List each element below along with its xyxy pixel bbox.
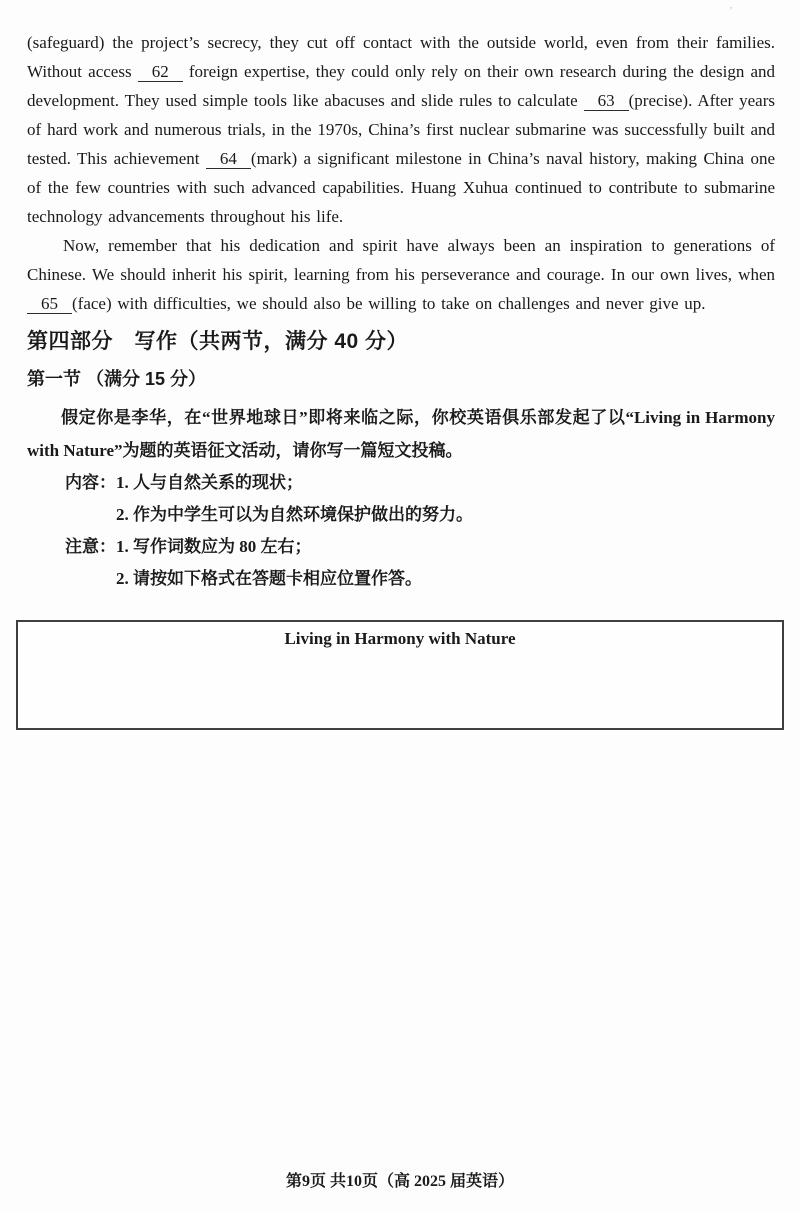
notes-clause — [27, 531, 775, 595]
page-footer: 第9页 共10页（高 2025 届英语） — [285, 1173, 514, 1190]
scan-artifact-mark: ʹ — [730, 5, 733, 17]
passage-text: Now, remember that his dedication and spirit have always been an inspiration to generations of Chinese. We should inherit his spirit, learning from his perseverance and courage. In our own lives, when — [27, 236, 775, 284]
content-item-2: 2. 作为中学生可以为自然环境保护做出的努力。 — [116, 505, 473, 524]
cloze-paragraph-2 — [27, 231, 775, 318]
cloze-paragraph-1 — [27, 28, 775, 231]
blank-64: 64 — [206, 149, 251, 169]
blank-63: 63 — [584, 91, 629, 111]
section-one-heading: 第一节 （满分 15 分） — [27, 369, 207, 389]
notes-label: 注意： — [65, 537, 116, 556]
content-label: 内容： — [65, 473, 116, 492]
blank-62: 62 — [138, 62, 183, 82]
notes-items — [116, 531, 775, 595]
part-four-heading: 第四部分 写作（共两节，满分 40 分） — [27, 330, 409, 353]
passage-text: (safeguard) the project’s secrecy, they cut off contact with the outside world, even from their families. Without access — [27, 33, 775, 81]
note-item-2: 2. 请按如下格式在答题卡相应位置作答。 — [116, 569, 422, 588]
content-item-1: 1. 人与自然关系的现状； — [116, 473, 303, 492]
passage-text: (mark) a significant milestone in China’s naval history, making China one of the few countries with such advanced capabilities. Huang Xuhua continued to contribute to submarine technology advancements throughout his life. — [27, 149, 776, 226]
note-item-1: 1. 写作词数应为 80 左右； — [116, 537, 312, 556]
content-items — [116, 467, 775, 531]
blank-65: 65 — [27, 294, 72, 314]
passage-text: (precise). After years of hard work and numerous trials, in the 1970s, China’s first nuclear submarine was successfully built and tested. This achievement — [27, 91, 775, 168]
passage-text: foreign expertise, they could only rely on their own research during the design and development. They used simple tools like abacuses and slide rules to calculate — [27, 62, 775, 110]
content-clause — [27, 467, 775, 531]
essay-answer-box — [16, 620, 784, 730]
essay-box-title: Living in Harmony with Nature — [284, 629, 516, 648]
passage-text: (face) with difficulties, we should also be willing to take on challenges and never give up. — [72, 294, 706, 313]
writing-prompt: 假定你是李华，在“世界地球日”即将来临之际，你校英语俱乐部发起了以“Living in Harmony with Nature”为题的英语征文活动，请你写一篇短文投稿。 — [27, 408, 775, 460]
